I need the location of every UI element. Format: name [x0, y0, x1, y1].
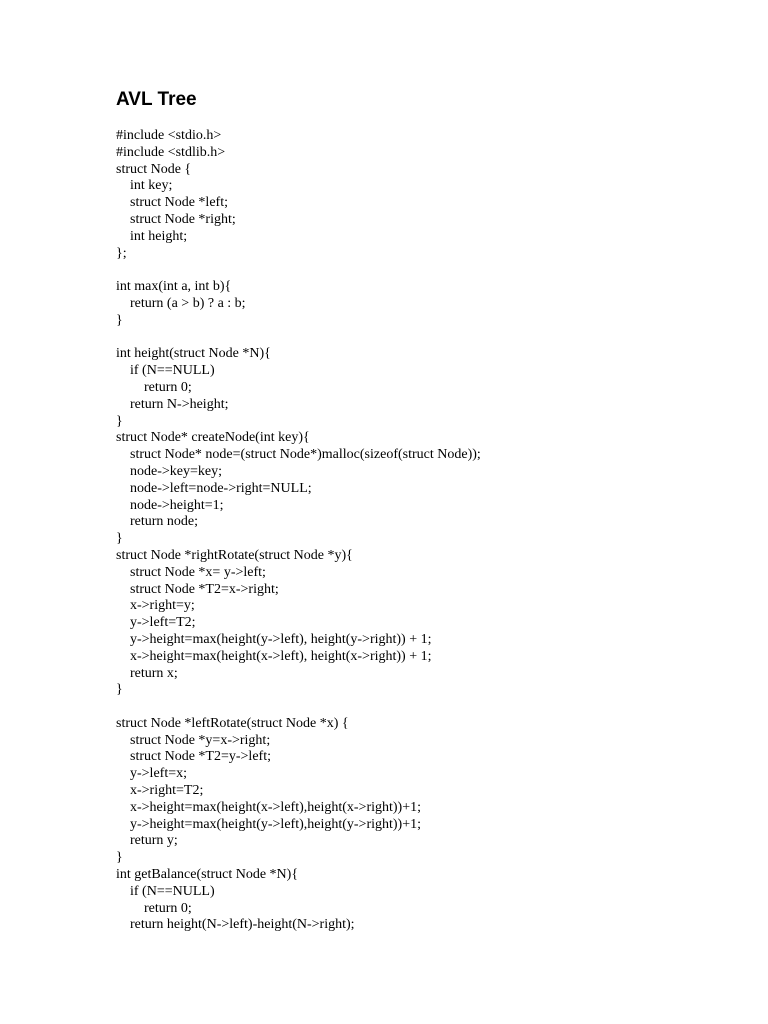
code-line: if (N==NULL) [116, 363, 215, 379]
code-line: #include <stdio.h> [116, 128, 222, 143]
code-line: struct Node *T2=y->left; [116, 749, 271, 765]
code-line: int max(int a, int b){ [116, 279, 232, 295]
code-line: return N->height; [116, 396, 229, 412]
code-line: y->height=max(height(y->left), height(y->right)) + 1; [116, 631, 432, 647]
code-line: return 0; [116, 379, 192, 395]
code-line: y->left=x; [116, 766, 187, 782]
code-line: x->height=max(height(x->left), height(x->right)) + 1; [116, 648, 432, 664]
code-line: } [116, 531, 123, 547]
code-line: return y; [116, 833, 178, 849]
code-line [116, 330, 481, 347]
code-line: return height(N->left)-height(N->right); [116, 917, 355, 933]
code-line [116, 262, 481, 279]
code-line: } [116, 312, 123, 328]
code-line: if (N==NULL) [116, 883, 215, 899]
code-line: struct Node* node=(struct Node*)malloc(sizeof(struct Node)); [116, 447, 481, 463]
code-line: int height(struct Node *N){ [116, 346, 271, 362]
code-line [116, 699, 481, 716]
code-line: } [116, 850, 123, 866]
code-line: x->right=y; [116, 598, 195, 614]
code-line: return x; [116, 665, 178, 681]
code-line: } [116, 413, 123, 429]
code-line: struct Node *rightRotate(struct Node *y){ [116, 547, 353, 563]
code-line: int key; [116, 178, 173, 194]
code-listing [116, 128, 481, 934]
code-line: } [116, 682, 123, 698]
code-line: return (a > b) ? a : b; [116, 295, 246, 311]
code-line: y->left=T2; [116, 615, 196, 631]
code-line: struct Node *T2=x->right; [116, 581, 279, 597]
code-line: struct Node* createNode(int key){ [116, 430, 310, 446]
code-line: int getBalance(struct Node *N){ [116, 867, 299, 883]
code-line: return node; [116, 514, 199, 530]
code-line: struct Node *leftRotate(struct Node *x) { [116, 715, 349, 731]
code-line: }; [116, 245, 127, 261]
code-line: return 0; [116, 900, 192, 916]
code-line: int height; [116, 228, 188, 244]
code-line: struct Node *y=x->right; [116, 732, 271, 748]
page-title: AVL Tree [116, 89, 197, 110]
code-line: struct Node *left; [116, 195, 228, 211]
code-line: struct Node *right; [116, 211, 236, 227]
code-line: struct Node *x= y->left; [116, 564, 266, 580]
code-line: node->height=1; [116, 497, 224, 513]
code-line: x->height=max(height(x->left),height(x->right))+1; [116, 799, 422, 815]
code-line: #include <stdlib.h> [116, 144, 226, 160]
code-line: node->key=key; [116, 463, 222, 479]
code-line: struct Node { [116, 161, 192, 177]
code-line: x->right=T2; [116, 783, 204, 799]
code-line: node->left=node->right=NULL; [116, 480, 312, 496]
code-line: y->height=max(height(y->left),height(y->right))+1; [116, 816, 422, 832]
